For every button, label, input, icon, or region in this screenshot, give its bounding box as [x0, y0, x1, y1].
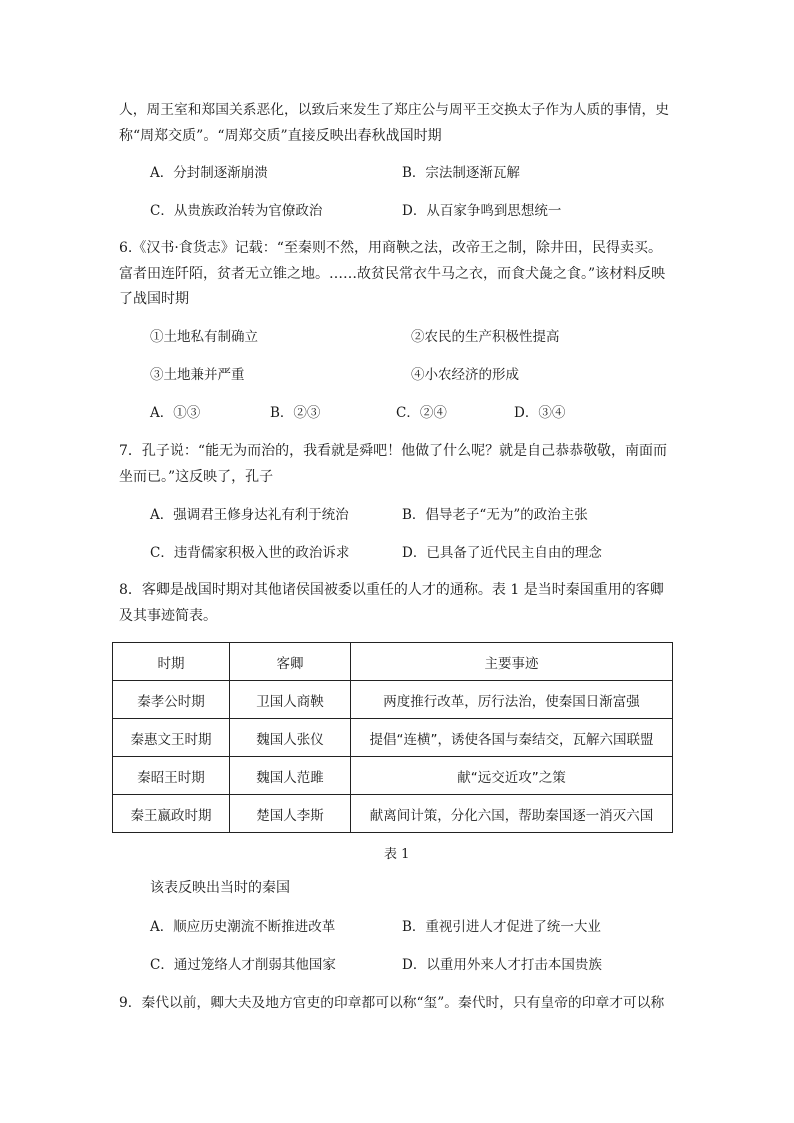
q6-option-a: A．①③: [150, 405, 201, 421]
q6-item-2: ②农民的生产积极性提高: [411, 329, 560, 345]
table-cell: 秦昭王时期: [113, 757, 230, 795]
q6-option-d: D．③④: [514, 405, 566, 421]
q7-option-c: C．违背儒家积极入世的政治诉求: [150, 545, 350, 561]
q6-item-1: ①土地私有制确立: [150, 329, 258, 345]
q6-text-line1: 6.《汉书·食货志》记载：“至秦则不然，用商鞅之法，改帝王之制，除井田，民得卖买。: [119, 240, 662, 256]
table-cell: 秦王嬴政时期: [113, 795, 230, 833]
q5-option-c: C．从贵族政治转为官僚政治: [150, 203, 323, 219]
q8-stem: 该表反映出当时的秦国: [150, 880, 290, 896]
q6-text-line2: 富者田连阡陌，贫者无立锥之地。……故贫民常衣牛马之衣，而食犬彘之食。”该材料反映: [119, 266, 666, 282]
q5-option-b: B．宗法制逐渐瓦解: [402, 165, 520, 181]
q7-text-line1: 7．孔子说：“能无为而治的，我看就是舜吧！他做了什么呢？就是自己恭恭敬敬，南面而: [119, 443, 668, 459]
table-cell: 提倡“连横”，诱使各国与秦结交，瓦解六国联盟: [351, 719, 673, 757]
table-row: [113, 795, 673, 833]
table-cell: 楚国人李斯: [230, 795, 351, 833]
table-row: [113, 719, 673, 757]
q5-option-a: A．分封制逐渐崩溃: [150, 165, 268, 181]
table-row: [113, 757, 673, 795]
q7-option-a: A．强调君王修身达礼有利于统治: [150, 507, 349, 523]
q8-option-a: A．顺应历史潮流不断推进改革: [150, 919, 336, 935]
q6-item-3: ③土地兼并严重: [150, 367, 245, 383]
table-header-cell: 客卿: [230, 643, 351, 681]
q5-text-line1: 人，周王室和郑国关系恶化，以致后来发生了郑庄公与周平王交换太子作为人质的事情，史: [119, 102, 670, 118]
q6-option-c: C．②④: [396, 405, 447, 421]
q6-item-4: ④小农经济的形成: [411, 367, 519, 383]
q7-option-b: B．倡导老子“无为”的政治主张: [402, 507, 588, 523]
q6-text-line3: 了战国时期: [119, 291, 189, 307]
table-header-row: [113, 643, 673, 681]
table-cell: 魏国人范雎: [230, 757, 351, 795]
q8-option-d: D．以重用外来人才打击本国贵族: [402, 957, 602, 973]
q8-text-line2: 及其事迹简表。: [119, 608, 217, 624]
table-cell: 卫国人商鞅: [230, 681, 351, 719]
q6-option-b: B．②③: [270, 405, 321, 421]
table-cell: 献“远交近攻”之策: [351, 757, 673, 795]
q7-text-line2: 坐而已。”这反映了，孔子: [119, 469, 274, 485]
q7-option-d: D．已具备了近代民主自由的理念: [402, 545, 602, 561]
q9-text-line1: 9．秦代以前，卿大夫及地方官吏的印章都可以称“玺”。秦代时，只有皇帝的印章才可以称: [119, 995, 665, 1011]
table-row: [113, 681, 673, 719]
table-caption: 表 1: [384, 847, 410, 862]
table-cell: 魏国人张仪: [230, 719, 351, 757]
table-cell: 秦孝公时期: [113, 681, 230, 719]
q8-option-b: B．重视引进人才促进了统一大业: [402, 919, 601, 935]
q8-option-c: C．通过笼络人才削弱其他国家: [150, 957, 336, 973]
table-cell: 秦惠文王时期: [113, 719, 230, 757]
q8-table: [112, 642, 673, 833]
table-cell: 两度推行改革，厉行法治，使秦国日渐富强: [351, 681, 673, 719]
q5-option-d: D．从百家争鸣到思想统一: [402, 203, 562, 219]
q8-text-line1: 8．客卿是战国时期对其他诸侯国被委以重任的人才的通称。表 1 是当时秦国重用的客卿: [119, 582, 664, 598]
table-cell: 献离间计策，分化六国，帮助秦国逐一消灭六国: [351, 795, 673, 833]
q5-text-line2: 称“周郑交质”。“周郑交质”直接反映出春秋战国时期: [119, 128, 442, 144]
table-header-cell: 时期: [113, 643, 230, 681]
table-header-cell: 主要事迹: [351, 643, 673, 681]
